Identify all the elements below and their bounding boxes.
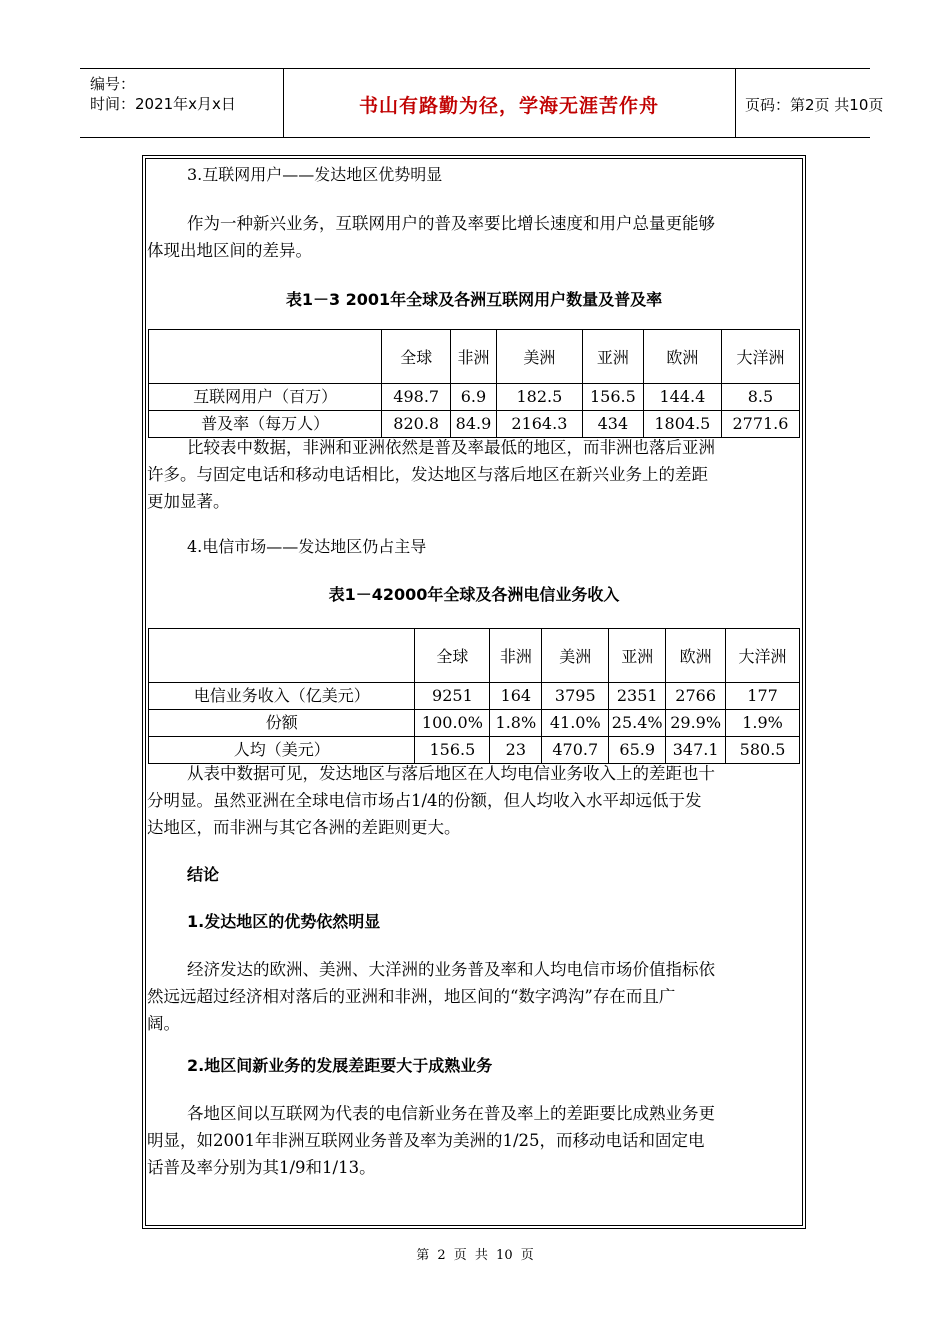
table-header-cell: 全球 (382, 330, 451, 384)
table-cell: 182.5 (496, 384, 582, 411)
table-cell: 41.0% (542, 710, 609, 737)
table-cell: 9251 (415, 683, 490, 710)
section3-analysis-line-3: 更加显著。 (147, 492, 230, 511)
table-cell: 25.4% (609, 710, 666, 737)
table-header-cell: 大洋洲 (726, 629, 800, 683)
section3-intro (147, 210, 797, 264)
conclusion-point1-text (147, 956, 797, 1037)
table-row (149, 710, 800, 737)
table-cell: 100.0% (415, 710, 490, 737)
section3-analysis-line-2: 许多。与固定电话和移动电话相比，发达地区与落后地区在新兴业务上的差距 (147, 465, 708, 484)
section3-intro-line-1: 作为一种新兴业务，互联网用户的普及率要比增长速度和用户总量更能够 (187, 214, 715, 233)
document-number-label: 编号： (90, 75, 136, 93)
section3-analysis-line-1: 比较表中数据，非洲和亚洲依然是普及率最低的地区，而非洲也落后亚洲 (187, 438, 715, 457)
section3-heading: 3.互联网用户——发达地区优势明显 (187, 165, 443, 184)
table-cell: 820.8 (382, 411, 451, 438)
table-cell: 2164.3 (496, 411, 582, 438)
table-cell: 144.4 (643, 384, 721, 411)
table-row (149, 384, 800, 411)
table-cell: 347.1 (666, 737, 726, 764)
table-row-label: 电信业务收入（亿美元） (149, 683, 415, 710)
header-motto-cell (283, 69, 736, 137)
section4-analysis-line-2: 分明显。虽然亚洲在全球电信市场占1/4的份额，但人均收入水平却远低于发 (147, 791, 702, 810)
table-cell: 8.5 (721, 384, 799, 411)
table-header-cell: 美洲 (542, 629, 609, 683)
table-cell: 2351 (609, 683, 666, 710)
table-cell: 1.8% (490, 710, 542, 737)
table-cell: 65.9 (609, 737, 666, 764)
header-page-info: 页码：第2页 共10页 (745, 96, 884, 114)
table-row-label: 互联网用户（百万） (149, 384, 382, 411)
table-cell: 434 (582, 411, 643, 438)
table-header-row (149, 629, 800, 683)
internet-users-table (148, 329, 800, 438)
header-page-info-cell (735, 69, 884, 137)
table-cell: 2771.6 (721, 411, 799, 438)
table-header-cell: 亚洲 (582, 330, 643, 384)
table-cell: 1804.5 (643, 411, 721, 438)
table-row-label: 人均（美元） (149, 737, 415, 764)
section4-analysis-line-1: 从表中数据可见，发达地区与落后地区在人均电信业务收入上的差距也十 (187, 764, 715, 783)
table-cell: 6.9 (451, 384, 497, 411)
table-cell: 2766 (666, 683, 726, 710)
table-cell: 29.9% (666, 710, 726, 737)
table-header-cell: 非洲 (451, 330, 497, 384)
table-header-cell (149, 330, 382, 384)
table-header-cell: 大洋洲 (721, 330, 799, 384)
table-cell: 164 (490, 683, 542, 710)
conclusion-point2-text (147, 1100, 797, 1181)
table-header-row (149, 330, 800, 384)
table-row (149, 683, 800, 710)
conclusion-point2-line-3: 话普及率分别为其1/9和1/13。 (147, 1158, 376, 1177)
header-meta (80, 69, 284, 137)
content-frame (142, 155, 806, 1229)
document-time-label: 时间：2021年x月x日 (90, 95, 236, 113)
table-cell: 23 (490, 737, 542, 764)
conclusion-point2-heading: 2.地区间新业务的发展差距要大于成熟业务 (187, 1056, 493, 1075)
table-cell: 498.7 (382, 384, 451, 411)
table-cell: 156.5 (415, 737, 490, 764)
telecom-revenue-table (148, 628, 800, 764)
table-row-label: 份额 (149, 710, 415, 737)
table-header-cell: 非洲 (490, 629, 542, 683)
table-cell: 3795 (542, 683, 609, 710)
table2-caption: 表1－42000年全球及各洲电信业务收入 (328, 585, 620, 604)
header-motto: 书山有路勤为径，学海无涯苦作舟 (358, 95, 659, 117)
conclusion-point1-heading: 1.发达地区的优势依然明显 (187, 912, 381, 931)
conclusion-title: 结论 (187, 865, 220, 884)
table-header-cell: 欧洲 (666, 629, 726, 683)
section4-heading: 4.电信市场——发达地区仍占主导 (187, 537, 427, 556)
table-header-cell: 欧洲 (643, 330, 721, 384)
table-cell: 156.5 (582, 384, 643, 411)
table-cell: 1.9% (726, 710, 800, 737)
table-header-cell: 美洲 (496, 330, 582, 384)
page-footer: 第 2 页 共 10 页 (416, 1248, 534, 1263)
conclusion-point2-line-2: 明显，如2001年非洲互联网业务普及率为美洲的1/25，而移动电话和固定电 (147, 1131, 705, 1150)
section4-analysis-line-3: 达地区，而非洲与其它各洲的差距则更大。 (147, 818, 461, 837)
table-cell: 470.7 (542, 737, 609, 764)
table-cell: 84.9 (451, 411, 497, 438)
table-cell: 580.5 (726, 737, 800, 764)
page-header (80, 68, 884, 138)
table-header-cell (149, 629, 415, 683)
conclusion-point1-line-2: 然远远超过经济相对落后的亚洲和非洲，地区间的“数字鸿沟”存在而且广 (147, 987, 676, 1006)
table-header-cell: 全球 (415, 629, 490, 683)
section4-analysis (147, 760, 797, 841)
conclusion-point1-line-1: 经济发达的欧洲、美洲、大洋洲的业务普及率和人均电信市场价值指标依 (187, 960, 715, 979)
section3-intro-line-2: 体现出地区间的差异。 (147, 241, 312, 260)
table-header-cell: 亚洲 (609, 629, 666, 683)
table1-caption: 表1－3 2001年全球及各洲互联网用户数量及普及率 (285, 290, 663, 309)
section3-analysis (147, 434, 797, 515)
conclusion-point1-line-3: 阔。 (147, 1014, 180, 1033)
conclusion-point2-line-1: 各地区间以互联网为代表的电信新业务在普及率上的差距要比成熟业务更 (187, 1104, 715, 1123)
table-row-label: 普及率（每万人） (149, 411, 382, 438)
table-cell: 177 (726, 683, 800, 710)
